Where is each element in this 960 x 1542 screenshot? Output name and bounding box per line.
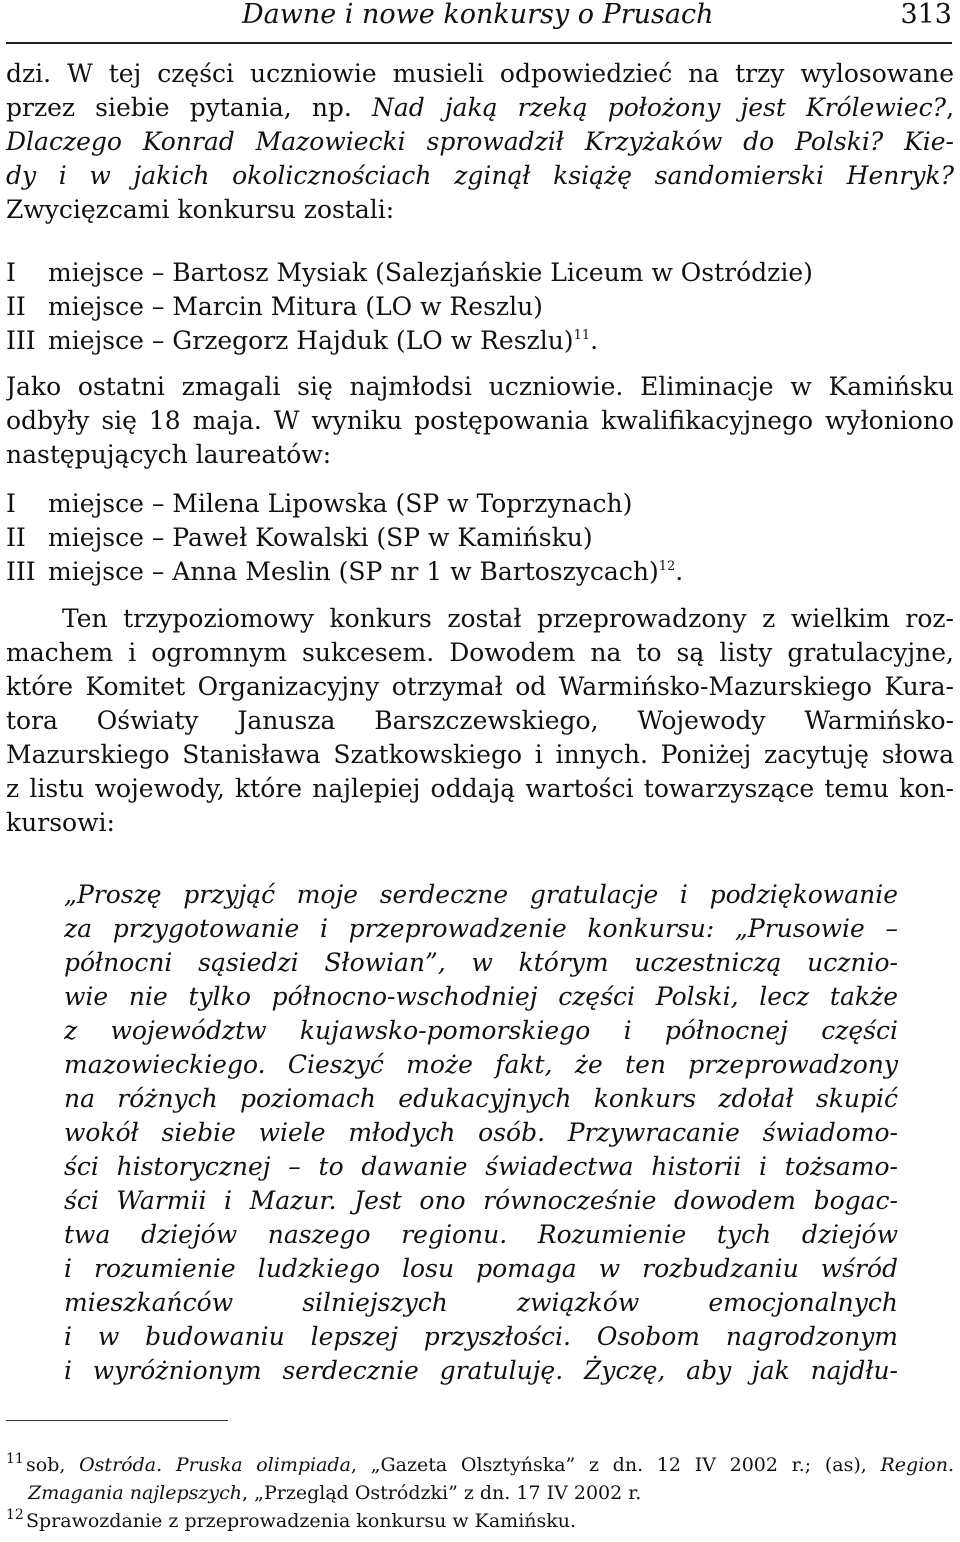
place-number: II <box>6 292 26 321</box>
paragraph-3 <box>6 602 954 840</box>
text-run: Sprawozdanie z przeprowadzenia konkursu w Kamińsku. <box>26 1510 577 1532</box>
italic-title: Region. <box>880 1454 954 1476</box>
place-number: II <box>6 523 26 552</box>
text-line: Mazurskiego Stanisława Szatkowskiego i innych. Poniżej zacytuję słowa <box>6 740 954 769</box>
italic-question: Nad jaką rzeką położony jest Królewiec? <box>371 93 947 122</box>
winner-text: miejsce – Marcin Mitura (LO w Reszlu) <box>48 292 543 321</box>
place-number: I <box>6 489 16 518</box>
place-number: III <box>6 557 36 586</box>
italic-title: Zmagania najlepszych <box>28 1482 243 1504</box>
running-title: Dawne i nowe konkursy o Prusach <box>242 0 714 30</box>
text-line: z listu wojewody, które najlepiej oddają wartości towarzyszące temu kon- <box>6 774 954 803</box>
text-run: przez siebie pytania, np. <box>6 93 372 122</box>
text-line <box>6 125 954 159</box>
winner-text: miejsce – Bartosz Mysiak (Salezjańskie Liceum w Ostródzie) <box>48 258 813 287</box>
place-number: III <box>6 326 36 355</box>
text-line: następujących laureatów: <box>6 440 332 469</box>
running-head <box>6 0 952 34</box>
winners-list-1 <box>6 256 954 358</box>
winner-entry <box>6 521 954 555</box>
winner-entry <box>6 487 954 521</box>
text-line: odbyły się 18 maja. W wyniku postępowania kwalifikacyjnego wyłoniono <box>6 406 954 435</box>
text-line: Jako ostatni zmagali się najmłodsi uczniowie. Eliminacje w Kamińsku <box>6 372 954 401</box>
quote-line: twa dziejów naszego regionu. Rozumienie tych dziejów <box>64 1220 898 1249</box>
footnote-11-cont <box>6 1479 954 1507</box>
page-number: 313 <box>900 0 952 30</box>
winner-entry <box>6 555 954 589</box>
text-line: tora Oświaty Janusza Barszczewskiego, Wojewody Warmińsko- <box>6 706 954 735</box>
quote-line: wie nie tylko północno-wschodniej części Polski, lecz także <box>64 982 898 1011</box>
text-line: dzi. W tej części uczniowie musieli odpowiedzieć na trzy wylosowane <box>6 59 954 88</box>
quote-line: „Proszę przyjąć moje serdeczne gratulacje i podziękowanie <box>64 880 898 909</box>
place-number: I <box>6 258 16 287</box>
quote-line: i wyróżnionym serdecznie gratuluję. Życzę, aby jak najdłu- <box>64 1356 898 1385</box>
footnote-12: 12 Sprawozdanie z przeprowadzenia konkursu w Kamińsku. <box>6 1507 577 1532</box>
text-run: , „Gazeta Olsztyńska” z dn. 12 IV 2002 r.; (as), <box>350 1454 881 1476</box>
quote-line: na różnych poziomach edukacyjnych konkurs zdołał skupić <box>64 1084 898 1113</box>
footnote-marker[interactable]: 12 <box>658 559 676 574</box>
quote-line: wokół siebie wiele młodych osób. Przywracanie świadomo- <box>64 1118 898 1147</box>
block-quote <box>64 878 898 1388</box>
text-line: Zwycięzcami konkursu zostali: <box>6 195 395 224</box>
quote-line: mieszkańców silniejszych związków emocjonalnych <box>64 1288 898 1317</box>
text-line: które Komitet Organizacyjny otrzymał od Warmińsko-Mazurskiego Kura- <box>6 672 954 701</box>
header-rule <box>6 42 952 44</box>
text-line: Ten trzypoziomowy konkurs został przeprowadzony z wielkim roz- <box>62 604 954 633</box>
winner-text: miejsce – Milena Lipowska (SP w Toprzynach) <box>48 489 633 518</box>
quote-line: za przygotowanie i przeprowadzenie konkursu: „Prusowie – <box>64 914 898 943</box>
text-run: . <box>675 557 684 586</box>
quote-line: z województw kujawsko-pomorskiego i północnej części <box>64 1016 898 1045</box>
winner-entry <box>6 256 954 290</box>
quote-line: i rozumienie ludzkiego losu pomaga w rozbudzaniu wśród <box>64 1254 898 1283</box>
quote-line: i w budowaniu lepszej przyszłości. Osobom nagrodzonym <box>64 1322 898 1351</box>
text-run <box>883 127 904 156</box>
winner-text: miejsce – Paweł Kowalski (SP w Kamińsku) <box>48 523 593 552</box>
text-line <box>6 91 954 125</box>
footnote-11: 11 sob, Ostróda. Pruska olimpiada, „Gazeta Olsztyńska” z dn. 12 IV 2002 r.; (as), Region. <box>6 1451 954 1476</box>
footnote-rule <box>6 1420 228 1421</box>
quote-line: północni sąsiedzi Słowian”, w którym uczestniczą uczniо- <box>64 948 898 977</box>
italic-title: Ostróda. Pruska olimpiada <box>79 1454 351 1476</box>
quote-line: mazowieckiego. Cieszyć może fakt, że ten przeprowadzony <box>64 1050 898 1079</box>
winners-list-2 <box>6 487 954 589</box>
italic-question: dy i w jakich okolicznościach zginął książę sandomierski Henryk? <box>6 161 954 190</box>
text-line: machem i ogromnym sukcesem. Dowodem na to są listy gratulacyjne, <box>6 638 954 667</box>
winner-entry <box>6 290 954 324</box>
winner-text: miejsce – Anna Meslin (SP nr 1 w Bartoszycach) <box>48 557 659 586</box>
footnote-marker[interactable]: 11 <box>573 328 591 343</box>
text-run: , <box>946 93 954 122</box>
text-line: kursowi: <box>6 808 115 837</box>
text-run: sob, <box>26 1454 80 1476</box>
italic-question: Dlaczego Konrad Mazowiecki sprowadził Krzyżaków do Polski? <box>6 127 884 156</box>
footnotes <box>6 1451 954 1535</box>
text-run: . <box>590 326 599 355</box>
winner-entry <box>6 324 954 358</box>
winner-text: miejsce – Grzegorz Hajduk (LO w Reszlu) <box>48 326 574 355</box>
text-run: , „Przegląd Ostródzki” z dn. 17 IV 2002 r. <box>242 1482 642 1504</box>
paragraph-1 <box>6 57 954 227</box>
paragraph-2 <box>6 370 954 472</box>
quote-line: ści historycznej – to dawanie świadectwa historii i tożsamo- <box>64 1152 898 1181</box>
italic-question: Kie- <box>904 127 954 156</box>
quote-line: ści Warmii i Mazur. Jest ono równocześnie dowodem bogac- <box>64 1186 898 1215</box>
